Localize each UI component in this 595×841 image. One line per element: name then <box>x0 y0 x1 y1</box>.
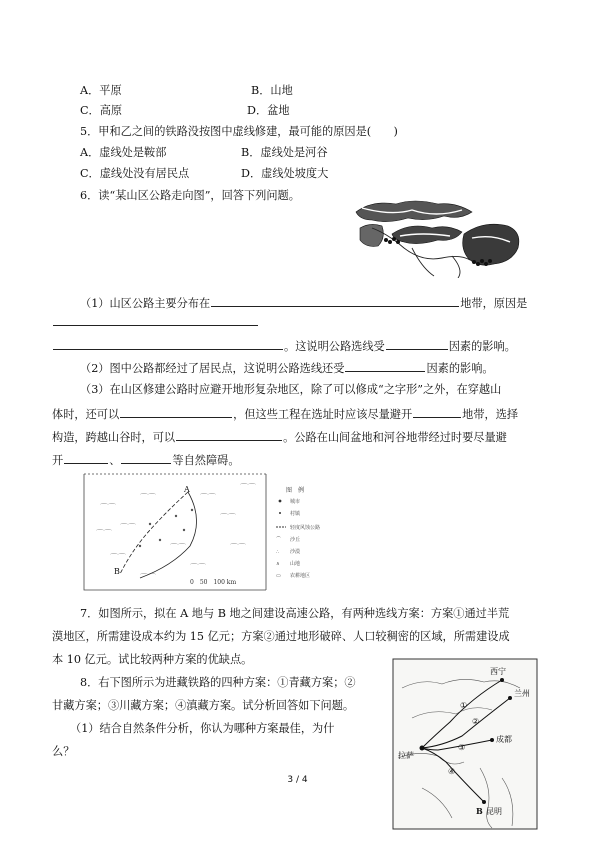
q5-option-c: C．虚线处没有居民点 <box>80 167 190 180</box>
svg-text:⌒⌒: ⌒⌒ <box>220 513 236 522</box>
svg-text:⌒⌒: ⌒⌒ <box>140 493 156 502</box>
map1-legend-4: 沙漠 <box>290 549 301 555</box>
q8-sub1-line1: （1）结合自然条件分析，你认为哪种方案最佳，为什 <box>70 722 335 735</box>
answer-blank[interactable] <box>64 452 108 464</box>
answer-blank[interactable] <box>386 338 448 350</box>
q8-sub1-line2: 么？ <box>52 745 75 758</box>
svg-text:▭: ▭ <box>276 573 281 579</box>
svg-text:⌒⌒: ⌒⌒ <box>96 529 112 538</box>
map1-legend-5: 山地 <box>290 561 301 567</box>
q4-option-b: B．山地 <box>251 84 293 97</box>
map1-legend-title: 图 例 <box>286 487 305 494</box>
q6-part3-line4-b: 等自然障碍。 <box>172 454 240 467</box>
q4-option-d: D．盆地 <box>247 104 290 117</box>
q6-part1-line3-tail: 因素的影响。 <box>448 340 516 353</box>
highway-route-map <box>80 470 372 596</box>
q7-line1: 7．如图所示，拟在 A 地与 B 地之间建设高速公路，有两种选线方案：方案①通过半荒 <box>80 607 510 620</box>
svg-text:⌒⌒: ⌒⌒ <box>120 523 136 532</box>
q6-part3-line4-sep: 、 <box>109 454 121 467</box>
q6-stem: 6．读“某山区公路走向图”，回答下列问题。 <box>80 189 300 202</box>
map2-xining: 西宁 <box>490 667 506 676</box>
svg-text:⌒⌒: ⌒⌒ <box>140 573 156 582</box>
svg-text:∴: ∴ <box>276 549 280 555</box>
tibet-railway-map <box>392 658 538 830</box>
map1-label-a: A <box>184 485 190 494</box>
q6-part3-line1: （3）在山区修建公路时应避开地形复杂地区，除了可以修成“之字形”之外，在穿越山 <box>80 383 502 396</box>
q6-part3-line3-a: 构造，跨越山谷时，可以 <box>52 431 176 444</box>
svg-text:⌒⌒: ⌒⌒ <box>240 483 256 492</box>
svg-text:⌒⌒: ⌒⌒ <box>200 493 216 502</box>
q6-part3-line2-a: 体时，还可以 <box>52 408 120 421</box>
q8-line1: 8．右下图所示为进藏铁路的四种方案：①青藏方案；② <box>80 676 356 689</box>
q6-part3-line2-b: ，但这些工程在选址时应该尽量避开 <box>233 408 413 421</box>
q6-part2 <box>80 360 494 376</box>
answer-blank[interactable] <box>211 295 459 307</box>
mountain-road-figure <box>352 198 524 278</box>
map1-legend-3: 沙丘 <box>290 537 301 543</box>
q6-part2-end: 因素的影响。 <box>426 362 494 375</box>
q6-part3-line2-c: 地带，选择 <box>462 408 519 421</box>
map1-legend-2: 轻度风蚀公路 <box>290 525 321 531</box>
q7-line3: 本 10 亿元。试比较两种方案的优缺点。 <box>52 653 253 666</box>
answer-blank[interactable] <box>413 406 461 418</box>
answer-blank[interactable] <box>121 452 171 464</box>
map2-route-1: ① <box>460 701 468 710</box>
svg-text:⌒⌒: ⌒⌒ <box>170 543 186 552</box>
map2-b-label: B <box>476 806 483 816</box>
page-number: 3 / 4 <box>287 775 308 785</box>
map2-kunming: 昆明 <box>486 807 502 816</box>
q6-part2-start: （2）图中公路都经过了居民点，这说明公路选线还受 <box>80 362 345 375</box>
map2-route-3: ③ <box>458 743 466 752</box>
q5-option-d: D．虚线处坡度大 <box>241 167 329 180</box>
map1-label-b: B <box>114 567 120 576</box>
q8-line2: 甘藏方案；③川藏方案；④滇藏方案。试分析回答如下问题。 <box>52 699 355 712</box>
q6-part1-line2 <box>52 314 259 330</box>
q6-part1-end: 地带，原因是 <box>460 297 528 310</box>
map2-chengdu: 成都 <box>496 735 512 744</box>
map2-lhasa: 拉萨 <box>398 751 414 760</box>
q6-part1-line3 <box>52 338 516 354</box>
map1-legend-0: 城市 <box>290 499 301 505</box>
svg-text:⌒⌒: ⌒⌒ <box>190 563 206 572</box>
q6-part3-line2 <box>52 406 518 422</box>
q6-part1-line3-end: 。这说明公路选线受 <box>284 340 385 353</box>
q5-option-b: B．虚线处是河谷 <box>241 146 328 159</box>
svg-text:⌒⌒: ⌒⌒ <box>110 553 126 562</box>
map2-route-2: ② <box>472 717 480 726</box>
q6-part1-line1 <box>80 295 527 311</box>
answer-blank[interactable] <box>345 360 425 372</box>
q6-part3-line4-a: 开 <box>52 454 64 467</box>
answer-blank[interactable] <box>176 429 282 441</box>
map1-scale: 0 50 100 km <box>190 579 237 586</box>
svg-text:∧: ∧ <box>276 561 280 567</box>
answer-blank[interactable] <box>53 338 283 350</box>
q7-line2: 漠地区，所需建设成本约为 15 亿元；方案②通过地形破碎、人口较稠密的区域，所需建设成 <box>52 630 510 643</box>
q4-option-c: C．高原 <box>80 104 123 117</box>
q5-stem: 5．甲和乙之间的铁路没按图中虚线修建，最可能的原因是( ) <box>80 125 398 138</box>
map1-legend-6: 农耕地区 <box>290 573 311 579</box>
map2-lanzhou: 兰州 <box>514 689 530 698</box>
map1-legend-1: 村镇 <box>290 511 301 517</box>
answer-blank[interactable] <box>120 406 232 418</box>
q4-option-a: A．平原 <box>80 84 122 97</box>
svg-text:⌒⌒: ⌒⌒ <box>230 543 246 552</box>
svg-text:⌒: ⌒ <box>276 537 282 543</box>
q5-option-a: A．虚线处是鞍部 <box>80 146 167 159</box>
q6-part3-line3-b: 。公路在山间盆地和河谷地带经过时要尽量避 <box>283 431 507 444</box>
answer-blank[interactable] <box>53 314 258 326</box>
q6-part3-line4 <box>52 452 240 468</box>
q6-part3-line3 <box>52 429 507 445</box>
q6-part1-start: （1）山区公路主要分布在 <box>80 297 211 310</box>
svg-text:⌒⌒: ⌒⌒ <box>100 503 116 512</box>
map2-route-4: ④ <box>448 767 456 776</box>
